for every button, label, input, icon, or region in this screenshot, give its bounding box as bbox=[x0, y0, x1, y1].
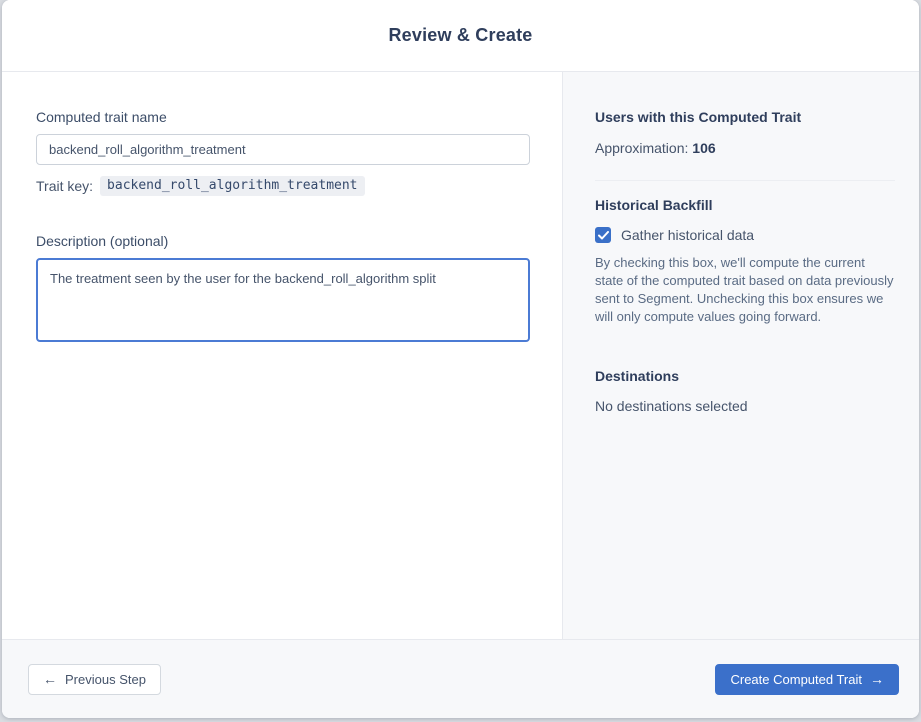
gather-historical-data-checkbox[interactable] bbox=[595, 227, 611, 243]
trait-key-row bbox=[36, 176, 532, 196]
back-arrow-icon: ← bbox=[43, 671, 57, 687]
trait-key-label: Trait key: bbox=[36, 178, 94, 194]
approximation-value: 106 bbox=[692, 140, 716, 156]
section-divider bbox=[595, 180, 895, 181]
review-create-modal bbox=[2, 0, 919, 718]
backfill-checkbox-label: Gather historical data bbox=[621, 227, 755, 243]
backfill-checkbox-row bbox=[595, 227, 895, 243]
checkmark-icon bbox=[598, 231, 609, 240]
users-heading: Users with this Computed Trait bbox=[595, 109, 802, 125]
previous-step-button[interactable] bbox=[28, 664, 161, 695]
modal-body bbox=[2, 72, 919, 639]
backfill-description: By checking this box, we'll compute the current state of the computed trait based on data previously sent to Segment. Unchecking this box ensures we will only compute values going forward. bbox=[595, 255, 894, 324]
modal-footer bbox=[2, 639, 919, 718]
form-column bbox=[2, 72, 562, 639]
destinations-value: No destinations selected bbox=[595, 398, 748, 414]
description-label: Description (optional) bbox=[36, 233, 169, 249]
approximation-line bbox=[595, 140, 895, 156]
page-title: Review & Create bbox=[388, 25, 533, 45]
trait-key-badge: backend_roll_algorithm_treatment bbox=[100, 176, 364, 196]
summary-panel bbox=[562, 72, 919, 639]
description-block bbox=[36, 233, 532, 342]
trait-name-label: Computed trait name bbox=[36, 109, 167, 125]
destinations-heading: Destinations bbox=[595, 368, 680, 384]
previous-step-label: Previous Step bbox=[65, 671, 146, 687]
create-trait-label: Create Computed Trait bbox=[730, 671, 862, 687]
create-computed-trait-button[interactable] bbox=[715, 664, 899, 695]
description-textarea[interactable] bbox=[36, 258, 530, 342]
forward-arrow-icon: → bbox=[870, 671, 884, 687]
approximation-label: Approximation: bbox=[595, 140, 693, 156]
trait-name-input[interactable] bbox=[36, 134, 530, 165]
backfill-heading: Historical Backfill bbox=[595, 197, 713, 213]
modal-header bbox=[2, 0, 919, 72]
